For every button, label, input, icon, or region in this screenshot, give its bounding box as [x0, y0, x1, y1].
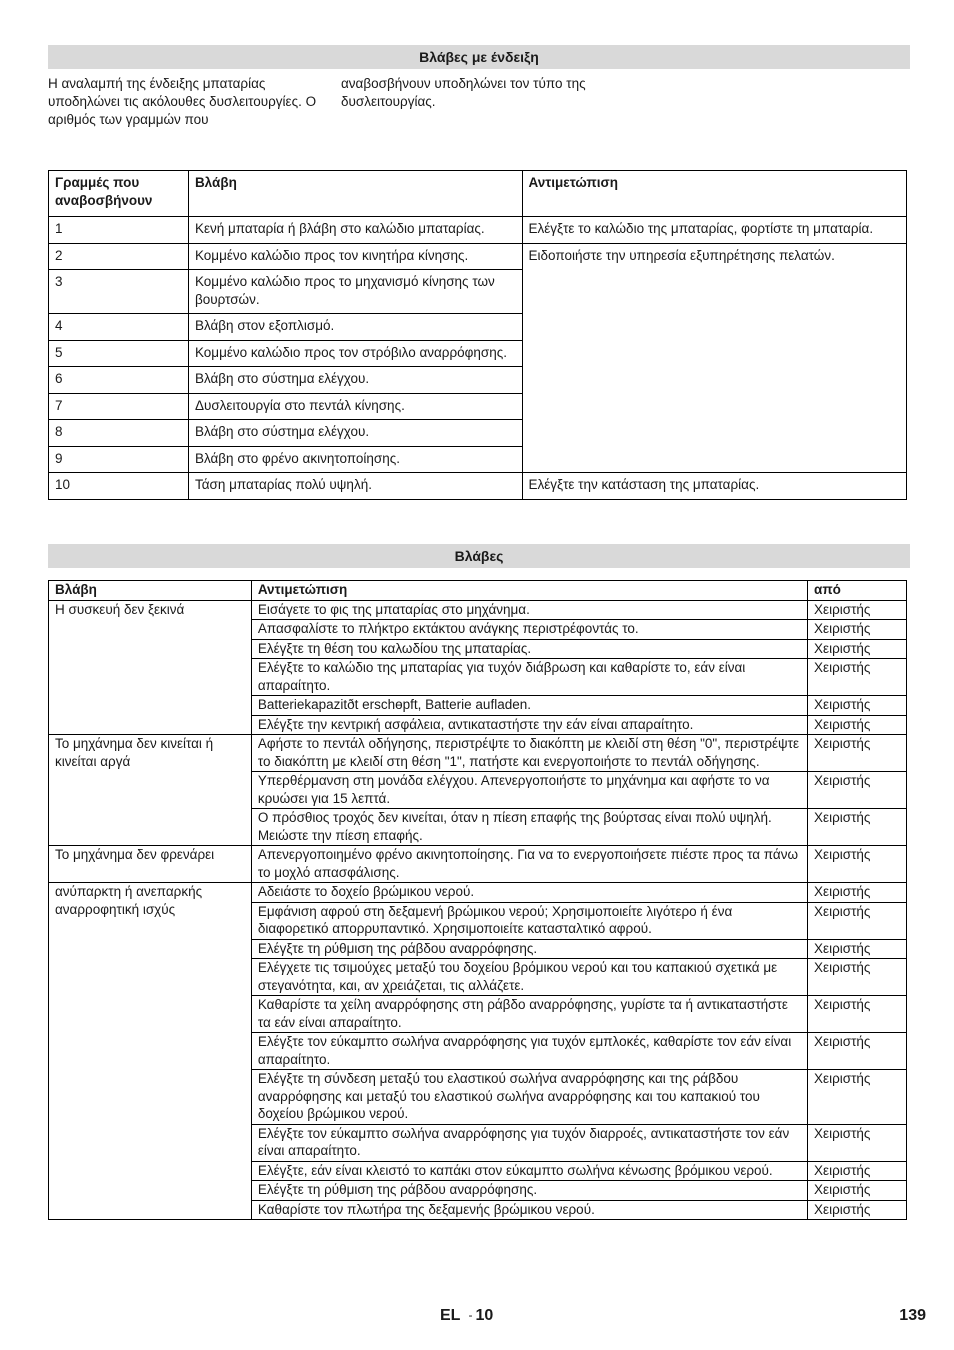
cell-by: Χειριστής	[808, 1161, 907, 1181]
footer-separator: -	[468, 1308, 473, 1322]
cell-lines: 4	[49, 314, 189, 341]
cell-remedy: Αδειάστε το δοχείο βρώμικου νερού.	[251, 883, 807, 903]
cell-remedy: Ελέγξτε τη θέση του καλωδίου της μπαταρίας.	[251, 639, 807, 659]
cell-by: Χειριστής	[808, 1124, 907, 1161]
cell-remedy: Ελέγχετε τις τσιμούχες μεταξύ του δοχείου βρόμικου νερού και του καπακιού σχετικά με στεγανότητα, και, αν χρειάζεται, τις αλλάζετε.	[251, 959, 807, 996]
cell-remedy: Ελέγξτε τον εύκαμπτο σωλήνα αναρρόφησης για τυχόν εμπλοκές, καθαρίστε τον εάν είναι απαραίτητο.	[251, 1033, 807, 1070]
cell-by: Χειριστής	[808, 715, 907, 735]
cell-by: Χειριστής	[808, 959, 907, 996]
cell-lines: 7	[49, 393, 189, 420]
cell-lines: 6	[49, 367, 189, 394]
header-fault: Βλάβη	[188, 171, 522, 217]
footer-lang-code: EL	[440, 1307, 461, 1324]
cell-remedy: Ελέγξτε τον εύκαμπτο σωλήνα αναρρόφησης για τυχόν διαρροές, αντικαταστήστε τον εάν είναι απαραίτητο.	[251, 1124, 807, 1161]
cell-remedy: Ελέγξτε τη ρύθμιση της ράβδου αναρρόφησης.	[251, 939, 807, 959]
cell-remedy: Ο πρόσθιος τροχός δεν κινείται, όταν η πίεση επαφής της βούρτσας είναι πολύ υψηλή. Μειώστε την πίεση επαφής.	[251, 809, 807, 846]
cell-fault: Δυσλειτουργία στο πεντάλ κίνησης.	[188, 393, 522, 420]
cell-fault: Βλάβη στο σύστημα ελέγχου.	[188, 367, 522, 394]
cell-remedy: Απενεργοποιημένο φρένο ακινητοποίησης. Για να το ενεργοποιήσετε πιέστε προς τα πάνω το μοχλό απασφάλισης.	[251, 846, 807, 883]
cell-fault: ανύπαρκτη ή ανεπαρκής αναρροφητική ισχύς	[49, 883, 252, 1220]
cell-lines: 10	[49, 473, 189, 500]
table-row	[49, 217, 907, 244]
cell-remedy: Batteriekapazitðt erschөpft, Batterie aufladen.	[251, 696, 807, 716]
cell-fault: Κομμένο καλώδιο προς τον στρόβιλο αναρρόφησης.	[188, 340, 522, 367]
cell-fault: Βλάβη στο φρένο ακινητοποίησης.	[188, 446, 522, 473]
cell-fault: Βλάβη στο σύστημα ελέγχου.	[188, 420, 522, 447]
cell-by: Χειριστής	[808, 620, 907, 640]
cell-fault: Το μηχάνημα δεν φρενάρει	[49, 846, 252, 883]
table-row	[49, 883, 907, 903]
header-by: από	[808, 581, 907, 601]
footer-section-page: 10	[475, 1307, 494, 1324]
cell-by: Χειριστής	[808, 996, 907, 1033]
cell-by: Χειριστής	[808, 1033, 907, 1070]
cell-by: Χειριστής	[808, 846, 907, 883]
cell-by: Χειριστής	[808, 902, 907, 939]
header-remedy: Αντιμετώπιση	[522, 171, 906, 217]
intro-text-left: Η αναλαμπή της ένδειξης μπαταρίας υποδηλώνει τις ακόλουθες δυσλειτουργίες. Ο αριθμός των γραμμών που	[48, 76, 317, 127]
cell-by: Χειριστής	[808, 639, 907, 659]
cell-by: Χειριστής	[808, 659, 907, 696]
cell-remedy: Καθαρίστε τον πλωτήρα της δεξαμενής βρώμικου νερού.	[251, 1200, 807, 1220]
cell-remedy: Εισάγετε το φις της μπαταρίας στο μηχάνημα.	[251, 600, 807, 620]
cell-remedy: Ελέγξτε την κατάσταση της μπαταρίας.	[522, 473, 906, 500]
cell-remedy: Αφήστε το πεντάλ οδήγησης, περιστρέψτε το διακόπτη με κλειδί στη θέση "0", περιστρέψτε το διακόπτη με κλειδί στη θέση "1", πατήστε και ενεργοποιήστε το πεντάλ οδήγησης.	[251, 735, 807, 772]
cell-lines: 3	[49, 270, 189, 314]
cell-fault: Κομμένο καλώδιο προς τον κινητήρα κίνησης.	[188, 243, 522, 270]
table-row	[49, 473, 907, 500]
cell-fault: Βλάβη στον εξοπλισμό.	[188, 314, 522, 341]
cell-remedy: Ελέγξτε τη σύνδεση μεταξύ του ελαστικού σωλήνα αναρρόφησης και της ράβδου αναρρόφησης και μεταξύ του ελαστικού σωλήνα αναρρόφησης και του καπακιού του δοχείου βρώμικου νερού.	[251, 1070, 807, 1125]
cell-by: Χειριστής	[808, 1070, 907, 1125]
cell-fault: Τάση μπαταρίας πολύ υψηλή.	[188, 473, 522, 500]
cell-remedy: Ελέγξτε το καλώδιο της μπαταρίας, φορτίστε τη μπαταρία.	[522, 217, 906, 244]
indicator-faults-table	[48, 170, 907, 500]
cell-remedy: Καθαρίστε τα χείλη αναρρόφησης στη ράβδο αναρρόφησης, γυρίστε τα ή αντικαταστήστε τα εάν είναι απαραίτητο.	[251, 996, 807, 1033]
cell-lines: 2	[49, 243, 189, 270]
cell-lines: 1	[49, 217, 189, 244]
cell-remedy: Ελέγξτε τη ρύθμιση της ράβδου αναρρόφησης.	[251, 1181, 807, 1201]
faults-table	[48, 580, 907, 1220]
cell-remedy: Εμφάνιση αφρού στη δεξαμενή βρώμικου νερού; Χρησιμοποιείτε λιγότερο ή ένα διαφορετικό απορρυπαντικό. Χρησιμοποιείτε κατασταλτικό αφρού.	[251, 902, 807, 939]
cell-lines: 8	[49, 420, 189, 447]
cell-remedy: Ειδοποιήστε την υπηρεσία εξυπηρέτησης πελατών.	[522, 243, 906, 473]
cell-fault: Το μηχάνημα δεν κινείται ή κινείται αργά	[49, 735, 252, 846]
cell-remedy: Ελέγξτε, εάν είναι κλειστό το καπάκι στον εύκαμπτο σωλήνα κένωσης βρόμικου νερού.	[251, 1161, 807, 1181]
header-fault: Βλάβη	[49, 581, 252, 601]
cell-fault: Κομμένο καλώδιο προς το μηχανισμό κίνησης των βουρτσών.	[188, 270, 522, 314]
footer-page-number: 139	[899, 1307, 926, 1324]
cell-by: Χειριστής	[808, 735, 907, 772]
table-row	[49, 735, 907, 772]
section-title-faults-with-indication: Βλάβες με ένδειξη	[48, 45, 910, 69]
cell-by: Χειριστής	[808, 883, 907, 903]
table-row	[49, 600, 907, 620]
cell-by: Χειριστής	[808, 600, 907, 620]
cell-lines: 5	[49, 340, 189, 367]
table-row	[49, 243, 907, 270]
cell-by: Χειριστής	[808, 772, 907, 809]
cell-remedy: Υπερθέρμανση στη μονάδα ελέγχου. Απενεργοποιήστε το μηχάνημα και αφήστε το να κρυώσει για 15 λεπτά.	[251, 772, 807, 809]
footer-section-code	[440, 1307, 493, 1325]
cell-remedy: Ελέγξτε το καλώδιο της μπαταρίας για τυχόν διάβρωση και καθαρίστε το, εάν είναι απαραίτητο.	[251, 659, 807, 696]
header-flashing-lines: Γραμμές που αναβοσβήνουν	[49, 171, 189, 217]
header-remedy: Αντιμετώπιση	[251, 581, 807, 601]
section-title-faults: Βλάβες	[48, 544, 910, 568]
cell-by: Χειριστής	[808, 1181, 907, 1201]
cell-fault: Η συσκευή δεν ξεκινά	[49, 600, 252, 735]
table-header-row	[49, 171, 907, 217]
table-row	[49, 846, 907, 883]
cell-by: Χειριστής	[808, 809, 907, 846]
cell-remedy: Απασφαλίστε το πλήκτρο εκτάκτου ανάγκης περιστρέφοντάς το.	[251, 620, 807, 640]
intro-text-right: αναβοσβήνουν υποδηλώνει τον τύπο της δυσλειτουργίας.	[341, 76, 586, 109]
cell-by: Χειριστής	[808, 1200, 907, 1220]
cell-fault: Κενή μπαταρία ή βλάβη στο καλώδιο μπαταρίας.	[188, 217, 522, 244]
cell-by: Χειριστής	[808, 696, 907, 716]
cell-remedy: Ελέγξτε την κεντρική ασφάλεια, αντικαταστήστε την εάν είναι απαραίτητο.	[251, 715, 807, 735]
cell-by: Χειριστής	[808, 939, 907, 959]
cell-lines: 9	[49, 446, 189, 473]
table-header-row	[49, 581, 907, 601]
